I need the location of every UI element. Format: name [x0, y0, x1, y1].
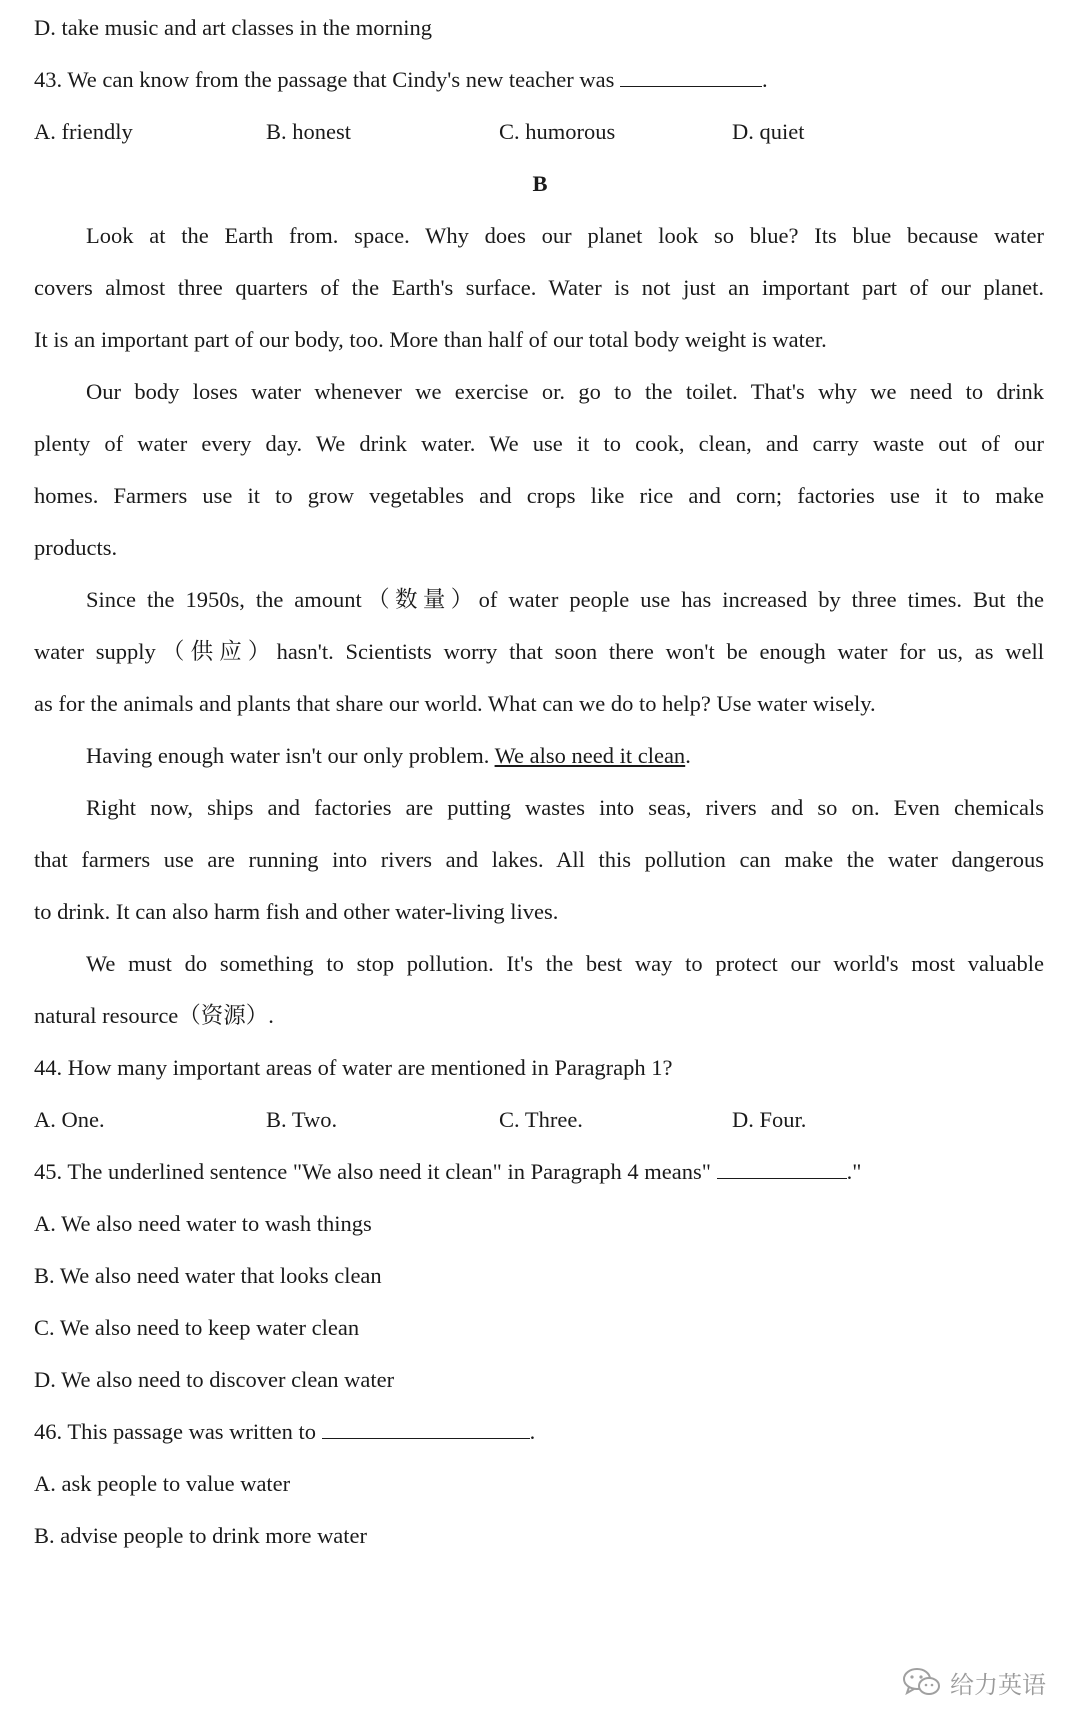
paragraph-3-line-3: as for the animals and plants that share our world. What can we do to help? Use water wisely.: [34, 691, 876, 716]
q45-option-d: D. We also need to discover clean water: [34, 1367, 395, 1392]
question-46-end: .: [529, 1419, 536, 1444]
question-45: [34, 1152, 1044, 1192]
answer-blank: [620, 64, 762, 87]
q44-option-a: A. One.: [34, 1107, 105, 1132]
question-44-options: [34, 1100, 1044, 1140]
question-43-text: 43. We can know from the passage that Cindy's new teacher was: [34, 67, 615, 92]
watermark-text: 给力英语: [950, 1670, 1046, 1699]
question-45-text: 45. The underlined sentence "We also need it clean" in Paragraph 4 means": [34, 1159, 711, 1184]
paragraph-2-line-2: plenty of water every day. We drink water. We use it to cook, clean, and carry waste out of our: [34, 431, 1044, 456]
question-43-end: .: [762, 67, 768, 92]
paragraph-6-line-2: natural resource（资源）.: [34, 1003, 274, 1028]
paragraph-4-text: Having enough water isn't our only problem.: [86, 743, 495, 768]
question-46: [34, 1412, 1044, 1452]
q42-option-d: D. take music and art classes in the morning: [34, 15, 433, 40]
paragraph-6-line-1: We must do something to stop pollution. It's the best way to protect our world's most valuable: [86, 951, 1044, 976]
q46-option-a: A. ask people to value water: [34, 1471, 291, 1496]
paragraph-1-line-1: Look at the Earth from. space. Why does our planet look so blue? Its blue because water: [86, 223, 1044, 248]
q43-option-b: B. honest: [266, 119, 352, 144]
underlined-sentence: We also need it clean: [494, 743, 686, 768]
q44-option-c: C. Three.: [499, 1107, 583, 1132]
paragraph-2-line-1: Our body loses water whenever we exercise or. go to the toilet. That's why we need to drink: [86, 379, 1044, 404]
paragraph-4: [86, 736, 1044, 776]
question-44: 44. How many important areas of water are mentioned in Paragraph 1?: [34, 1055, 673, 1080]
answer-blank: [322, 1416, 530, 1439]
paragraph-2-line-4: products.: [34, 535, 118, 560]
paragraph-3-line-1: Since the 1950s, the amount（数量）of water people use has increased by three times. But the: [86, 587, 1044, 612]
paragraph-5-line-3: to drink. It can also harm fish and other water-living lives.: [34, 899, 559, 924]
paragraph-5-line-1: Right now, ships and factories are putting wastes into seas, rivers and so on. Even chemicals: [86, 795, 1044, 820]
paragraph-1-line-3: It is an important part of our body, too. More than half of our total body weight is water.: [34, 327, 827, 352]
paragraph-5-line-2: that farmers use are running into rivers and lakes. All this pollution can make the water dangerous: [34, 847, 1044, 872]
watermark: [902, 1660, 1046, 1704]
question-43-options: [34, 112, 1044, 152]
paragraph-2-line-3: homes. Farmers use it to grow vegetables and crops like rice and corn; factories use it to make: [34, 483, 1044, 508]
section-heading: B: [532, 171, 548, 196]
q45-option-a: A. We also need water to wash things: [34, 1211, 372, 1236]
paragraph-1-line-2: covers almost three quarters of the Earth's surface. Water is not just an important part of our planet.: [34, 275, 1044, 300]
question-45-end: .": [846, 1159, 862, 1184]
q44-option-d: D. Four.: [732, 1107, 807, 1132]
paragraph-3-line-2: water supply（供应）hasn't. Scientists worry that soon there won't be enough water for us, as well: [34, 639, 1044, 664]
q43-option-c: C. humorous: [499, 119, 616, 144]
question-43: [34, 60, 1044, 100]
q46-option-b: B. advise people to drink more water: [34, 1523, 368, 1548]
paragraph-4-end: .: [685, 743, 691, 768]
q43-option-a: A. friendly: [34, 119, 133, 144]
q43-option-d: D. quiet: [732, 119, 805, 144]
question-46-text: 46. This passage was written to: [34, 1419, 317, 1444]
q45-option-b: B. We also need water that looks clean: [34, 1263, 382, 1288]
q44-option-b: B. Two.: [266, 1107, 338, 1132]
wechat-icon: [902, 1666, 942, 1698]
answer-blank: [717, 1156, 847, 1179]
q45-option-c: C. We also need to keep water clean: [34, 1315, 360, 1340]
